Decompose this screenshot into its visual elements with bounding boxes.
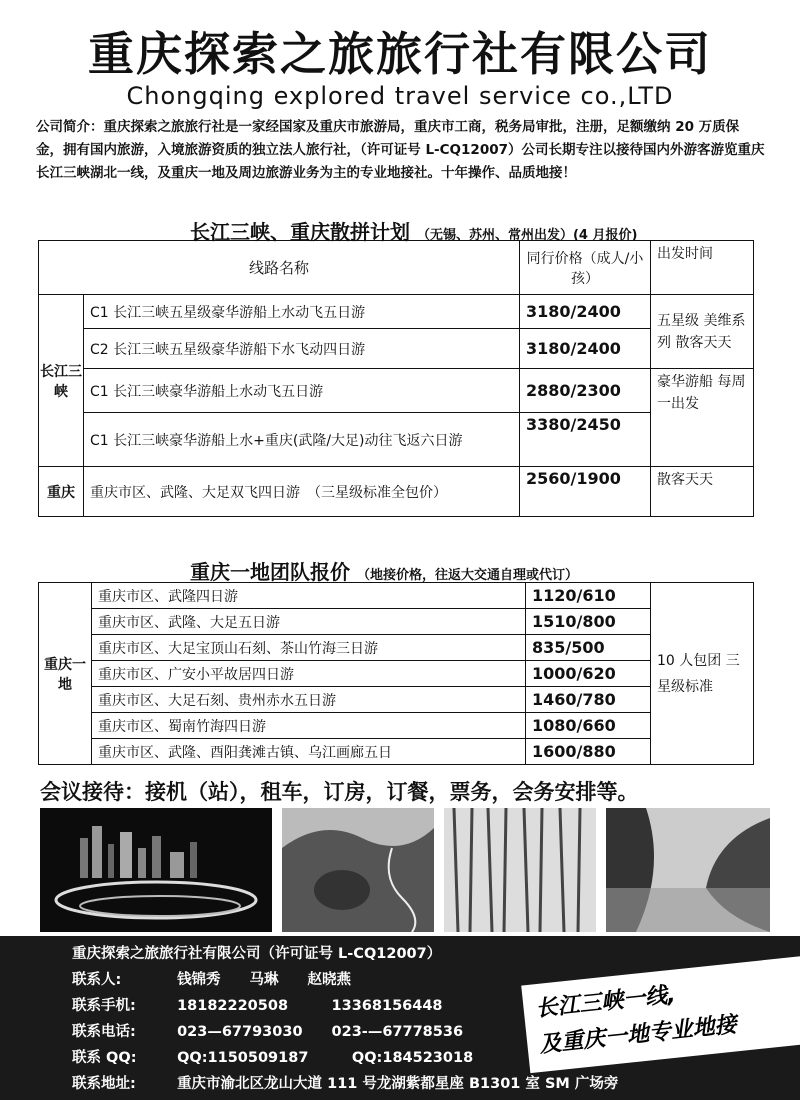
- company-subtitle: Chongqing explored travel service co.,LTD: [126, 82, 674, 110]
- section2-note: （地接价格，往返大交通自理或代订）: [356, 568, 578, 583]
- route-cell: 重庆市区、大足宝顶山石刻、茶山竹海三日游: [92, 635, 526, 661]
- yangtze-price-table: [38, 240, 754, 517]
- route-cell: C1 长江三峡豪华游船上水+重庆(武隆/大足)动往飞返六日游: [84, 413, 520, 467]
- contact-label: 联系人:: [72, 972, 122, 988]
- price-cell: 1120/610: [526, 583, 651, 609]
- phone-numbers: 023—67793030 023-—67778536: [177, 1024, 464, 1040]
- route-cell: 重庆市区、广安小平故居四日游: [92, 661, 526, 687]
- conference-services: 会议接待：接机（站），租车，订房，订餐，票务，会务安排等。: [40, 780, 639, 804]
- section2-heading: [190, 556, 578, 585]
- three-gorges-photo: [606, 808, 770, 932]
- mobile-row: [72, 994, 443, 1015]
- price-cell: 835/500: [526, 635, 651, 661]
- col-route-header: 线路名称: [39, 241, 520, 295]
- phone-label: 联系电话:: [72, 1024, 136, 1040]
- price-cell: 3180/2400: [520, 295, 651, 329]
- mobile-label: 联系手机:: [72, 998, 136, 1014]
- price-cell: 1080/660: [526, 713, 651, 739]
- mobile-numbers: 18182220508 13368156448: [177, 998, 443, 1014]
- route-cell: 重庆市区、大足石刻、贵州赤水五日游: [92, 687, 526, 713]
- depart-cell: 豪华游船 每周一出发: [651, 369, 754, 467]
- address-label: 联系地址:: [72, 1076, 136, 1092]
- contact-names: 钱锦秀 马琳 赵晓燕: [177, 972, 352, 988]
- route-cell: C1 长江三峡豪华游船上水动飞五日游: [84, 369, 520, 413]
- contact-row: [72, 968, 351, 989]
- footer-company: 重庆探索之旅旅行社有限公司（许可证号 L-CQ12007）: [72, 946, 442, 962]
- price-cell: 3180/2400: [520, 329, 651, 369]
- price-cell: 1510/800: [526, 609, 651, 635]
- col-price-header: 同行价格（成人/小孩）: [520, 241, 651, 295]
- price-cell: 1600/880: [526, 739, 651, 765]
- price-cell: 3380/2450: [520, 413, 651, 467]
- route-cell: 重庆市区、武隆、大足双飞四日游 （三星级标准全包价）: [84, 467, 520, 517]
- col-depart-header: 出发时间: [651, 241, 754, 295]
- night-city-photo: [40, 808, 272, 932]
- region-chongqing-local: 重庆一地: [39, 583, 92, 765]
- price-cell: 1460/780: [526, 687, 651, 713]
- qq-numbers: QQ:1150509187 QQ:184523018: [177, 1050, 474, 1066]
- route-cell: 重庆市区、武隆、大足五日游: [92, 609, 526, 635]
- slogan-line-1: 长江三峡一线,: [534, 982, 677, 1023]
- route-cell: 重庆市区、蜀南竹海四日游: [92, 713, 526, 739]
- qq-row: [72, 1046, 473, 1067]
- bamboo-forest-photo: [444, 808, 596, 932]
- price-cell: 2880/2300: [520, 369, 651, 413]
- slogan-line-2: 及重庆一地专业地接: [538, 1012, 738, 1058]
- company-title: 重庆探索之旅旅行社有限公司: [88, 27, 712, 81]
- address-row: [72, 1072, 618, 1093]
- company-intro: 公司简介：重庆探索之旅旅行社是一家经国家及重庆市旅游局，重庆市工商，税务局审批，注册，足额缴纳 20 万质保金，拥有国内旅游，入境旅游资质的独立法人旅行社，（许可证号 L-CQ12007）公司长期专注以接待国内外游客游览重庆长江三峡湖北一线，及重庆一地及周边旅游业务为主的专业地接社。十年操作、品质地接！: [36, 119, 765, 181]
- section1-title: 长江三峡、重庆散拼计划: [190, 220, 410, 244]
- depart-cell: 散客天天: [651, 467, 754, 517]
- section2-title: 重庆一地团队报价: [190, 560, 350, 584]
- price-cell: 2560/1900: [520, 467, 651, 517]
- route-cell: 重庆市区、武隆、酉阳龚滩古镇、乌江画廊五日: [92, 739, 526, 765]
- region-yangtze: 长江三峡: [39, 295, 84, 467]
- chongqing-price-table: [38, 582, 754, 765]
- section1-note: （无锡、苏州、常州出发）(4 月报价): [416, 228, 638, 243]
- phone-row: [72, 1020, 463, 1041]
- route-cell: C1 长江三峡五星级豪华游船上水动飞五日游: [84, 295, 520, 329]
- group-note-cell: 10 人包团 三星级标准: [651, 583, 754, 765]
- qq-label: 联系 QQ:: [72, 1050, 137, 1066]
- route-cell: C2 长江三峡五星级豪华游船下水飞动四日游: [84, 329, 520, 369]
- route-cell: 重庆市区、武隆四日游: [92, 583, 526, 609]
- region-chongqing: 重庆: [39, 467, 84, 517]
- price-cell: 1000/620: [526, 661, 651, 687]
- depart-cell: 五星级 美维系列 散客天天: [651, 295, 754, 369]
- address-text: 重庆市渝北区龙山大道 111 号龙湖紫都星座 B1301 室 SM 广场旁: [177, 1076, 619, 1092]
- photo-strip: [40, 808, 770, 932]
- mountain-road-photo: [282, 808, 434, 932]
